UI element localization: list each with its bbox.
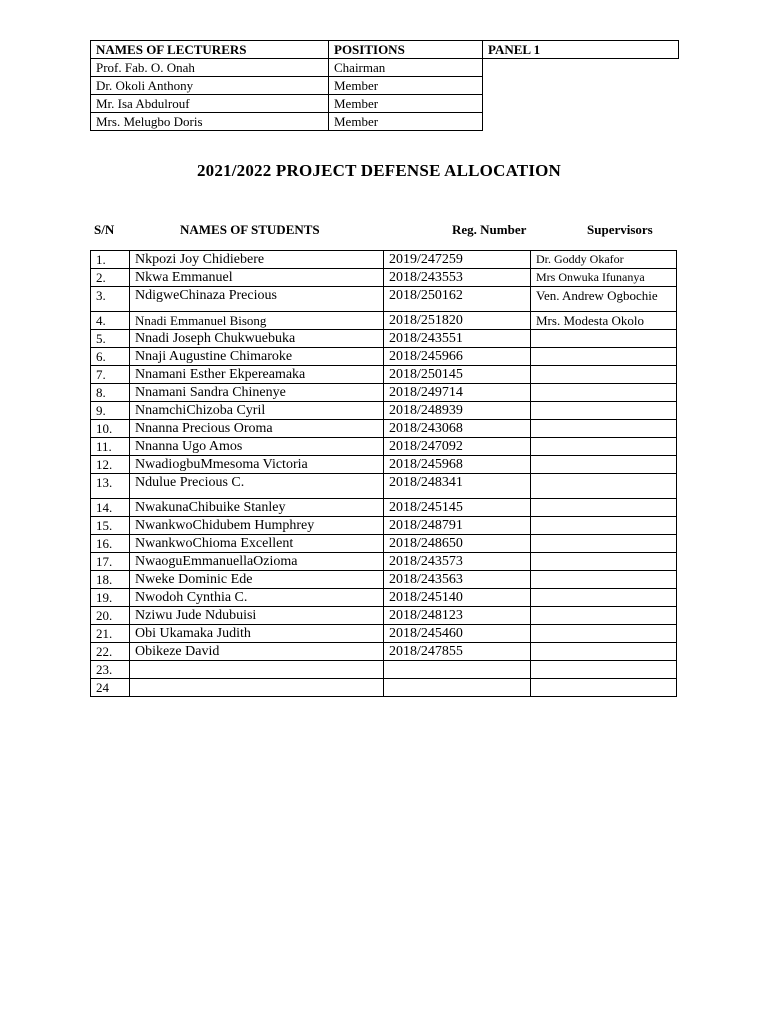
lecturer-name: Mr. Isa Abdulrouf <box>91 95 329 113</box>
student-supervisor <box>531 571 677 589</box>
students-allocation-table <box>90 250 677 697</box>
lecturer-position: Member <box>329 95 483 113</box>
document-title: 2021/2022 PROJECT DEFENSE ALLOCATION <box>196 161 562 180</box>
student-row <box>91 553 677 571</box>
student-supervisor <box>531 330 677 348</box>
lecturers-panel-table <box>90 40 679 131</box>
student-sn: 6. <box>91 348 130 366</box>
student-reg-number: 2018/248791 <box>384 517 531 535</box>
student-sn: 21. <box>91 625 130 643</box>
student-supervisor <box>531 438 677 456</box>
column-header-reg-number: Reg. Number <box>452 222 527 237</box>
student-reg-number: 2018/243563 <box>384 571 531 589</box>
student-reg-number: 2018/243553 <box>384 269 531 287</box>
student-sn: 8. <box>91 384 130 402</box>
student-name: Nnamani Esther Ekpereamaka <box>130 366 384 384</box>
student-sn: 20. <box>91 607 130 625</box>
student-supervisor <box>531 499 677 517</box>
student-name <box>130 679 384 697</box>
student-name: Nnadi Emmanuel Bisong <box>130 312 384 330</box>
student-sn: 14. <box>91 499 130 517</box>
student-name: NdigweChinaza Precious <box>130 287 384 312</box>
student-supervisor <box>531 661 677 679</box>
student-supervisor <box>531 517 677 535</box>
student-supervisor: Ven. Andrew Ogbochie <box>531 287 677 312</box>
lecturer-position: Member <box>329 113 483 131</box>
student-row <box>91 571 677 589</box>
student-sn: 18. <box>91 571 130 589</box>
student-reg-number: 2018/245145 <box>384 499 531 517</box>
student-row <box>91 456 677 474</box>
student-reg-number: 2018/247855 <box>384 643 531 661</box>
panel-empty-cell <box>483 59 679 131</box>
lecturer-row <box>91 59 679 77</box>
lecturer-name: Dr. Okoli Anthony <box>91 77 329 95</box>
student-supervisor <box>531 348 677 366</box>
student-row <box>91 348 677 366</box>
student-name: NwakunaChibuike Stanley <box>130 499 384 517</box>
student-name: NwadiogbuMmesoma Victoria <box>130 456 384 474</box>
student-sn: 16. <box>91 535 130 553</box>
student-name: Nziwu Jude Ndubuisi <box>130 607 384 625</box>
student-supervisor <box>531 535 677 553</box>
student-reg-number: 2018/248123 <box>384 607 531 625</box>
lecturer-position: Chairman <box>329 59 483 77</box>
student-row <box>91 643 677 661</box>
student-sn: 4. <box>91 312 130 330</box>
student-row <box>91 287 677 312</box>
student-name: Nnanna Precious Oroma <box>130 420 384 438</box>
lecturer-name: Mrs. Melugbo Doris <box>91 113 329 131</box>
student-sn: 10. <box>91 420 130 438</box>
student-reg-number: 2018/248650 <box>384 535 531 553</box>
student-row <box>91 661 677 679</box>
student-row <box>91 420 677 438</box>
student-name: Nnadi Joseph Chukwuebuka <box>130 330 384 348</box>
student-name: Nkpozi Joy Chidiebere <box>130 251 384 269</box>
student-name: NwaoguEmmanuellaOzioma <box>130 553 384 571</box>
student-row <box>91 589 677 607</box>
column-header-supervisors: Supervisors <box>587 222 653 237</box>
student-reg-number: 2018/243573 <box>384 553 531 571</box>
student-sn: 22. <box>91 643 130 661</box>
student-row <box>91 679 677 697</box>
student-row <box>91 366 677 384</box>
lecturers-names-header: NAMES OF LECTURERS <box>91 41 329 59</box>
student-reg-number: 2018/245966 <box>384 348 531 366</box>
student-row <box>91 384 677 402</box>
student-name: Nwodoh Cynthia C. <box>130 589 384 607</box>
student-supervisor <box>531 643 677 661</box>
student-row <box>91 625 677 643</box>
student-sn: 9. <box>91 402 130 420</box>
student-reg-number: 2018/250162 <box>384 287 531 312</box>
student-name: Obikeze David <box>130 643 384 661</box>
student-sn: 13. <box>91 474 130 499</box>
student-reg-number: 2018/251820 <box>384 312 531 330</box>
student-name <box>130 661 384 679</box>
student-name: NnamchiChizoba Cyril <box>130 402 384 420</box>
student-supervisor <box>531 474 677 499</box>
student-reg-number: 2018/245140 <box>384 589 531 607</box>
student-sn: 5. <box>91 330 130 348</box>
student-sn: 7. <box>91 366 130 384</box>
column-header-sn: S/N <box>94 222 115 237</box>
student-supervisor <box>531 402 677 420</box>
column-header-names: NAMES OF STUDENTS <box>180 222 320 237</box>
lecturers-positions-header: POSITIONS <box>329 41 483 59</box>
student-supervisor <box>531 366 677 384</box>
panel-label: PANEL 1 <box>483 41 679 59</box>
student-sn: 1. <box>91 251 130 269</box>
student-reg-number: 2018/243068 <box>384 420 531 438</box>
student-row <box>91 535 677 553</box>
student-supervisor <box>531 456 677 474</box>
student-reg-number: 2018/243551 <box>384 330 531 348</box>
student-supervisor: Mrs Onwuka Ifunanya <box>531 269 677 287</box>
student-row <box>91 438 677 456</box>
student-supervisor <box>531 679 677 697</box>
student-sn: 19. <box>91 589 130 607</box>
student-reg-number: 2018/248939 <box>384 402 531 420</box>
student-sn: 3. <box>91 287 130 312</box>
student-supervisor <box>531 420 677 438</box>
student-row <box>91 269 677 287</box>
student-reg-number <box>384 679 531 697</box>
student-row <box>91 499 677 517</box>
student-row <box>91 517 677 535</box>
student-name: Nkwa Emmanuel <box>130 269 384 287</box>
student-supervisor <box>531 553 677 571</box>
student-reg-number: 2018/249714 <box>384 384 531 402</box>
student-reg-number: 2018/245968 <box>384 456 531 474</box>
student-sn: 11. <box>91 438 130 456</box>
student-reg-number: 2018/248341 <box>384 474 531 499</box>
student-sn: 24 <box>91 679 130 697</box>
student-row <box>91 607 677 625</box>
student-reg-number: 2019/247259 <box>384 251 531 269</box>
student-sn: 23. <box>91 661 130 679</box>
student-name: Obi Ukamaka Judith <box>130 625 384 643</box>
student-supervisor: Dr. Goddy Okafor <box>531 251 677 269</box>
student-row <box>91 402 677 420</box>
student-supervisor <box>531 625 677 643</box>
student-name: Nnamani Sandra Chinenye <box>130 384 384 402</box>
student-name: Nnaji Augustine Chimaroke <box>130 348 384 366</box>
student-sn: 12. <box>91 456 130 474</box>
student-supervisor <box>531 589 677 607</box>
student-reg-number <box>384 661 531 679</box>
lecturer-position: Member <box>329 77 483 95</box>
student-name: Nnanna Ugo Amos <box>130 438 384 456</box>
student-sn: 2. <box>91 269 130 287</box>
student-supervisor <box>531 607 677 625</box>
student-row <box>91 474 677 499</box>
student-reg-number: 2018/245460 <box>384 625 531 643</box>
student-sn: 17. <box>91 553 130 571</box>
student-name: NwankwoChidubem Humphrey <box>130 517 384 535</box>
lecturers-header-row <box>91 41 679 59</box>
student-supervisor <box>531 384 677 402</box>
student-name: NwankwoChioma Excellent <box>130 535 384 553</box>
student-name: Nweke Dominic Ede <box>130 571 384 589</box>
student-reg-number: 2018/250145 <box>384 366 531 384</box>
student-row <box>91 251 677 269</box>
student-sn: 15. <box>91 517 130 535</box>
student-name: Ndulue Precious C. <box>130 474 384 499</box>
student-row <box>91 330 677 348</box>
student-supervisor: Mrs. Modesta Okolo <box>531 312 677 330</box>
student-row <box>91 312 677 330</box>
lecturer-name: Prof. Fab. O. Onah <box>91 59 329 77</box>
student-reg-number: 2018/247092 <box>384 438 531 456</box>
